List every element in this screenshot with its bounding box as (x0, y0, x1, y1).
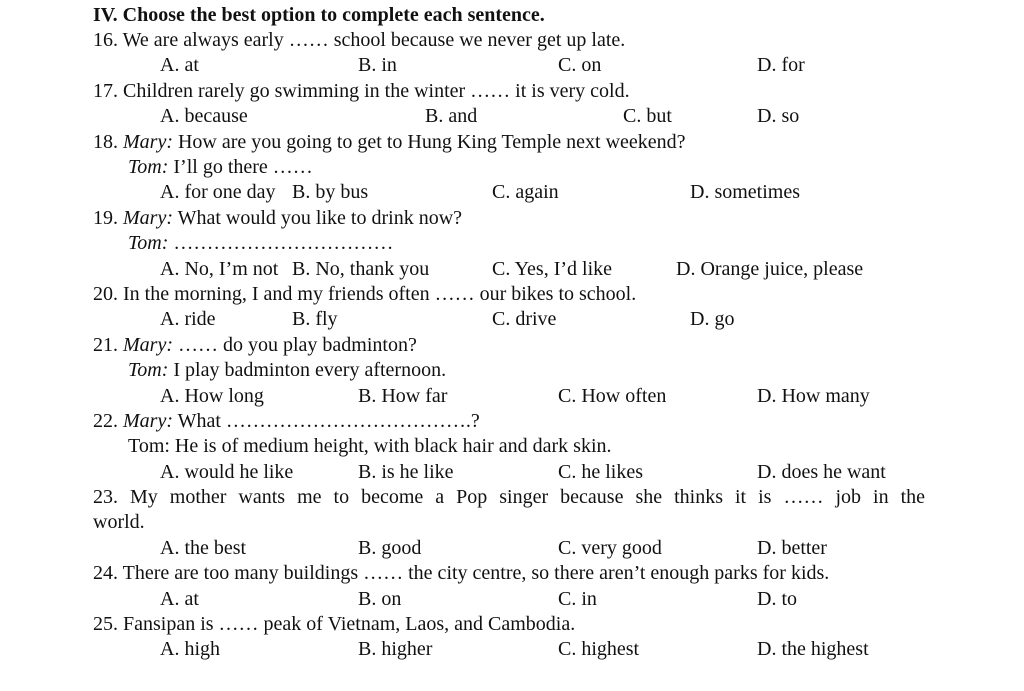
question-number: 19. (93, 207, 118, 229)
q17-option-a: A. because (160, 105, 248, 127)
speaker-mary: Mary: (123, 131, 173, 153)
q17-option-d: D. so (757, 105, 800, 127)
q18-option-d: D. sometimes (690, 181, 800, 203)
question-18 (93, 130, 686, 155)
q22-option-a: A. would he like (160, 461, 294, 483)
question-number: 18. (93, 131, 118, 153)
exercise-title: IV. Choose the best option to complete each sentence. (93, 4, 545, 26)
q22-option-b: B. is he like (358, 461, 454, 483)
question-22 (93, 409, 480, 434)
dialogue-line: How are you going to get to Hung King Temple next weekend? (177, 131, 686, 153)
q25-option-a: A. high (160, 638, 220, 660)
question-24: 24. There are too many buildings …… the city centre, so there aren’t enough parks for kids. (93, 562, 830, 584)
q20-option-a: A. ride (160, 308, 216, 330)
q24-option-b: B. on (358, 588, 402, 610)
q21-option-d: D. How many (757, 385, 870, 407)
dialogue-line: I play badminton every afternoon. (173, 359, 447, 381)
q16-option-d: D. for (757, 54, 805, 76)
question-20: 20. In the morning, I and my friends often …… our bikes to school. (93, 283, 637, 305)
q19-option-c: C. Yes, I’d like (492, 258, 613, 280)
q16-option-b: B. in (358, 54, 397, 76)
q16-option-c: C. on (558, 54, 602, 76)
q25-option-b: B. higher (358, 638, 433, 660)
dialogue-line: What would you like to drink now? (177, 207, 463, 229)
q24-option-d: D. to (757, 588, 797, 610)
q23-option-a: A. the best (160, 537, 247, 559)
speaker-mary: Mary: (123, 410, 173, 432)
q23-option-c: C. very good (558, 537, 662, 559)
q25-option-d: D. the highest (757, 638, 869, 660)
q16-option-a: A. at (160, 54, 199, 76)
q23-option-b: B. good (358, 537, 422, 559)
q18-option-b: B. by bus (292, 181, 369, 203)
speaker-mary: Mary: (123, 207, 173, 229)
question-17: 17. Children rarely go swimming in the winter …… it is very cold. (93, 80, 630, 102)
q20-option-c: C. drive (492, 308, 557, 330)
q19-option-b: B. No, thank you (292, 258, 430, 280)
q21-option-a: A. How long (160, 385, 264, 407)
question-23-continued: world. (93, 511, 145, 533)
q25-option-c: C. highest (558, 638, 640, 660)
dialogue-line: What ……………………………….? (177, 410, 480, 432)
q19-option-a: A. No, I’m not (160, 258, 279, 280)
q18-option-c: C. again (492, 181, 559, 203)
speaker-mary: Mary: (123, 334, 173, 356)
q18-reply (128, 155, 313, 180)
q17-option-c: C. but (623, 105, 672, 127)
speaker-tom: Tom: (128, 156, 169, 178)
q22-option-d: D. does he want (757, 461, 886, 483)
dialogue-line: I’ll go there …… (173, 156, 313, 178)
q19-reply (128, 231, 393, 256)
q20-option-b: B. fly (292, 308, 338, 330)
q21-reply (128, 358, 446, 383)
question-number: 22. (93, 410, 118, 432)
answer-blank: …………………………… (173, 232, 394, 254)
question-25: 25. Fansipan is …… peak of Vietnam, Laos, and Cambodia. (93, 613, 576, 635)
q20-option-d: D. go (690, 308, 735, 330)
q24-option-a: A. at (160, 588, 199, 610)
q23-option-d: D. better (757, 537, 827, 559)
question-number: 21. (93, 334, 118, 356)
q18-option-a: A. for one day (160, 181, 276, 203)
q22-reply: Tom: He is of medium height, with black hair and dark skin. (128, 435, 612, 457)
question-16: 16. We are always early …… school because we never get up late. (93, 29, 626, 51)
dialogue-line: …… do you play badminton? (177, 334, 417, 356)
q19-option-d: D. Orange juice, please (676, 258, 864, 280)
q22-option-c: C. he likes (558, 461, 643, 483)
question-23: 23. My mother wants me to become a Pop singer because she thinks it is …… job in the (93, 486, 925, 508)
q24-option-c: C. in (558, 588, 597, 610)
question-21 (93, 333, 417, 358)
q17-option-b: B. and (425, 105, 478, 127)
speaker-tom: Tom: (128, 232, 169, 254)
q21-option-b: B. How far (358, 385, 448, 407)
question-19 (93, 206, 462, 231)
speaker-tom: Tom: (128, 359, 169, 381)
q21-option-c: C. How often (558, 385, 667, 407)
